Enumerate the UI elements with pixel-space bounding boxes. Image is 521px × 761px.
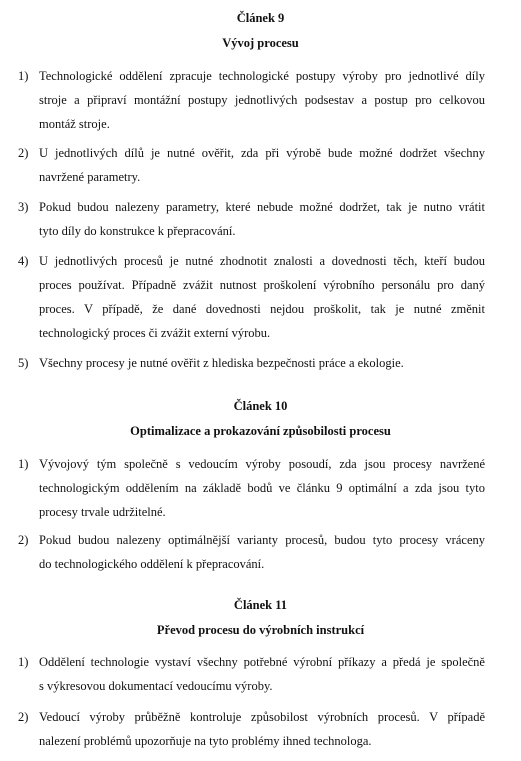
item-text	[39, 705, 485, 753]
item-number: 4)	[18, 254, 29, 268]
article-10-title: Optimalizace a prokazování způsobilosti procesu	[130, 424, 391, 438]
item-text	[39, 650, 485, 698]
text-line: Vývojový tým společně s vedoucím výroby posoudí, zda jsou procesy navržené	[39, 457, 485, 471]
text-line: Technologické oddělení zpracuje technologické postupy výroby pro jednotlivé díly	[39, 69, 485, 83]
item-number: 1)	[18, 69, 29, 83]
article-9-title: Vývoj procesu	[222, 36, 299, 50]
text-line: tyto díly do konstrukce k přepracování.	[39, 224, 236, 238]
item-number: 2)	[18, 146, 29, 160]
text-line: Pokud budou nalezeny parametry, které nebude možné dodržet, tak je nutno vrátit	[39, 200, 485, 214]
text-line: Všechny procesy je nutné ověřit z hlediska bezpečnosti práce a ekologie.	[39, 356, 404, 370]
item-number: 1)	[18, 457, 29, 471]
item-number: 2)	[18, 710, 29, 724]
article-11-number: Článek 11	[233, 598, 288, 612]
text-line: technologický proces či zvážit externí výrobu.	[39, 326, 271, 340]
text-line: Oddělení technologie vystaví všechny potřebné výrobní příkazy a předá je společně	[39, 655, 485, 669]
text-line: Vedoucí výroby průběžně kontroluje způsobilost výrobních procesů. V případě	[39, 710, 485, 724]
text-line: proces používat. Případně zvážit nutnost proškolení výrobního personálu pro daný	[39, 278, 485, 292]
item-text	[39, 528, 485, 576]
text-line: navržené parametry.	[39, 170, 141, 184]
item-text	[39, 64, 485, 136]
text-line: U jednotlivých dílů je nutné ověřit, zda při výrobě bude možné dodržet všechny	[39, 146, 485, 160]
text-line: U jednotlivých procesů je nutné zhodnotit znalosti a dovednosti těch, kteří budou	[39, 254, 485, 268]
item-text	[39, 351, 485, 375]
text-line: stroje a připraví montážní postupy jednotlivých podsestav a postup pro celkovou	[39, 93, 485, 107]
item-number: 2)	[18, 533, 29, 547]
article-10-number: Článek 10	[233, 399, 288, 413]
item-text	[39, 195, 485, 243]
text-line: procesy trvale udržitelné.	[39, 505, 166, 519]
text-line: Pokud budou nalezeny optimálnější varianty procesů, budou tyto procesy vráceny	[39, 533, 485, 547]
item-text	[39, 452, 485, 524]
text-line: nalezení problémů upozorňuje na tyto problémy ihned technologa.	[39, 734, 372, 748]
item-text	[39, 141, 485, 189]
text-line: proces. V případě, že dané dovednosti nejdou proškolit, tak je nutné změnit	[39, 302, 485, 316]
text-line: technologickým oddělením na základě bodů ve článku 9 optimální a zda jsou tyto	[39, 481, 485, 495]
text-line: do technologického oddělení k přepracování.	[39, 557, 265, 571]
item-number: 3)	[18, 200, 29, 214]
article-9-number: Článek 9	[236, 11, 285, 25]
text-line: montáž stroje.	[39, 117, 110, 131]
text-line: s výkresovou dokumentací vedoucímu výroby.	[39, 679, 273, 693]
item-number: 1)	[18, 655, 29, 669]
article-11-title: Převod procesu do výrobních instrukcí	[156, 623, 365, 637]
item-number: 5)	[18, 356, 29, 370]
item-text	[39, 249, 485, 345]
